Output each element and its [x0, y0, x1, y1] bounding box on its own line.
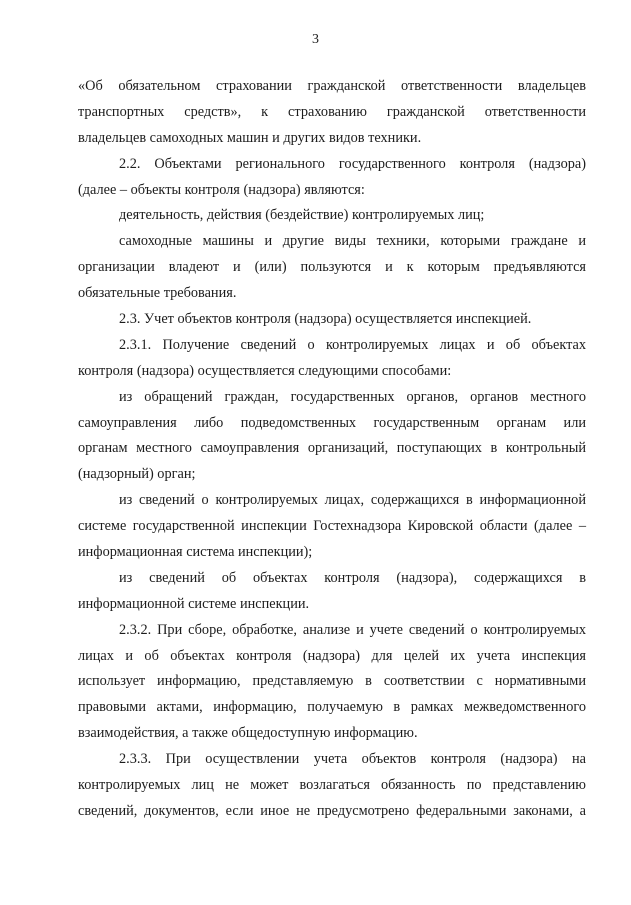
- text-line: контролируемых лиц не может возлагаться обязанность по представлению: [78, 777, 586, 794]
- text-line: контроля (надзора) осуществляется следующими способами:: [78, 362, 452, 379]
- text-line: транспортных средств», к страхованию гражданской ответственности: [78, 103, 586, 120]
- paragraph-first-line: 2.2. Объектами регионального государственного контроля (надзора): [119, 155, 586, 172]
- text-line: организации владеют и (или) пользуются и к которым предъявляются: [78, 259, 586, 276]
- paragraph-first-line: 2.3.1. Получение сведений о контролируемых лицах и об объектах: [119, 336, 586, 353]
- paragraph-first-line: деятельность, действия (бездействие) контролируемых лиц;: [119, 207, 485, 224]
- text-line: взаимодействия, а также общедоступную информацию.: [78, 725, 418, 742]
- paragraph-first-line: 2.3.3. При осуществлении учета объектов контроля (надзора) на: [119, 751, 586, 768]
- text-line: сведений, документов, если иное не предусмотрено федеральными законами, а: [78, 802, 586, 819]
- paragraph-first-line: из обращений граждан, государственных органов, органов местного: [119, 388, 586, 405]
- text-line: «Об обязательном страховании гражданской ответственности владельцев: [78, 78, 586, 94]
- document-body: [78, 74, 586, 825]
- text-line: органам местного самоуправления организаций, поступающих в контрольный: [78, 440, 586, 457]
- paragraph-first-line: 2.3.2. При сборе, обработке, анализе и учете сведений о контролируемых: [119, 621, 586, 638]
- text-line: лицах и об объектах контроля (надзора) для целей их учета инспекция: [78, 647, 586, 664]
- text-line: системе государственной инспекции Гостехнадзора Кировской области (далее –: [78, 518, 586, 535]
- text-line: (далее – объекты контроля (надзора) являются:: [78, 181, 365, 198]
- paragraph-first-line: из сведений о контролируемых лицах, содержащихся в информационной: [119, 492, 586, 509]
- text-line: использует информацию, представляемую в соответствии с нормативными: [78, 673, 586, 690]
- paragraph-first-line: 2.3. Учет объектов контроля (надзора) осуществляется инспекцией.: [119, 311, 532, 328]
- text-line: владельцев самоходных машин и других видов техники.: [78, 129, 422, 146]
- text-line: информационной системе инспекции.: [78, 595, 310, 612]
- paragraph-first-line: самоходные машины и другие виды техники, которыми граждане и: [119, 233, 586, 250]
- text-line: правовыми актами, информацию, получаемую в рамках межведомственного: [78, 699, 586, 716]
- text-line: самоуправления либо подведомственных государственным органам или: [78, 414, 586, 431]
- text-line: (надзорный) орган;: [78, 466, 196, 483]
- page-number: 3: [312, 32, 319, 47]
- text-line: информационная система инспекции);: [78, 544, 313, 561]
- text-line: обязательные требования.: [78, 285, 237, 302]
- paragraph-first-line: из сведений об объектах контроля (надзора), содержащихся в: [119, 569, 586, 586]
